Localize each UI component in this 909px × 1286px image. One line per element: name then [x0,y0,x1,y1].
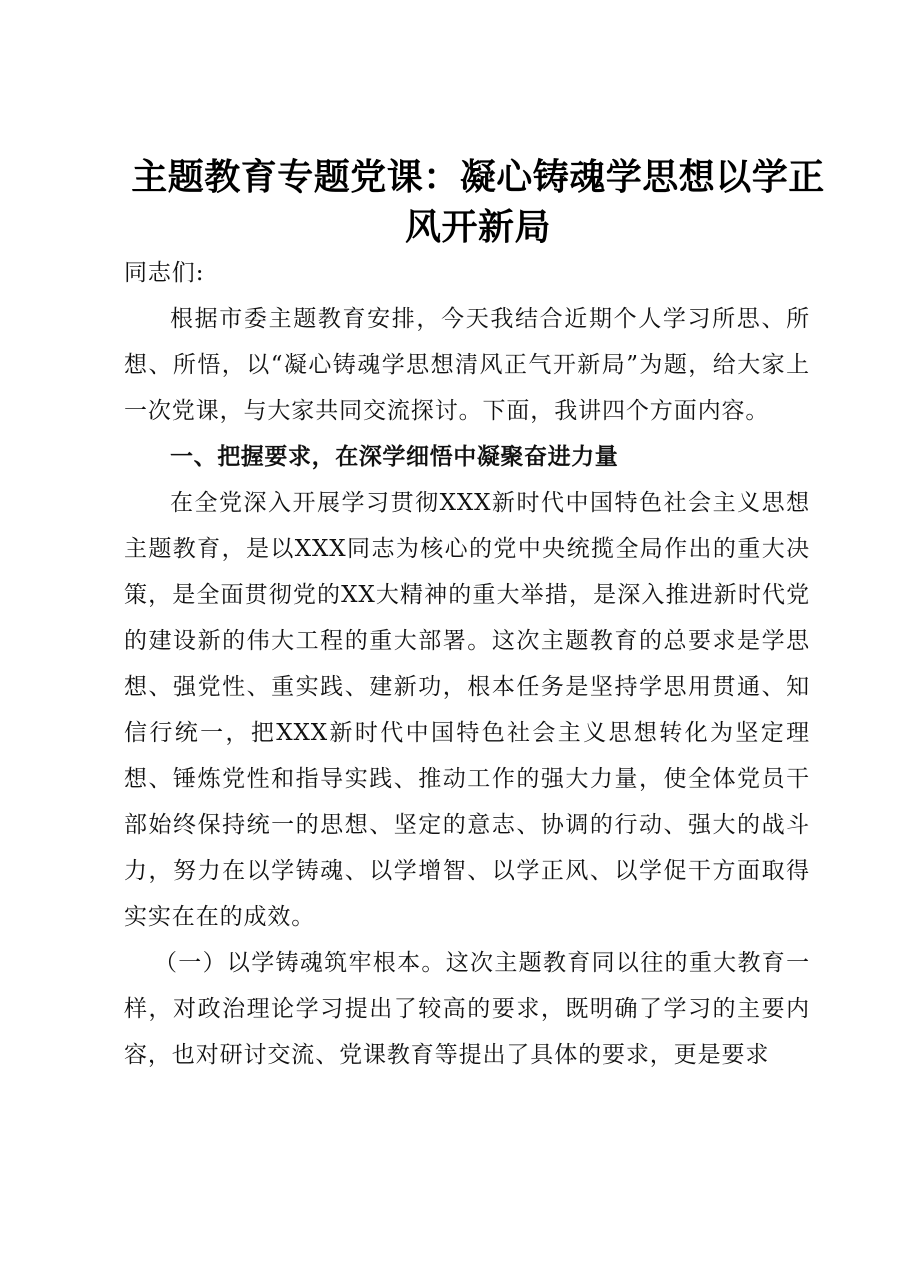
section-heading: 一、把握要求，在深学细悟中凝聚奋进力量 [170,444,619,470]
body-paragraph: 在全党深入开展学习贯彻XXX新时代中国特色社会主义思想主题教育，是以XXX同志为核心的党中央统揽全局作出的重大决策，是全面贯彻党的XX大精神的重大举措，是深入推进新时代党的建设新的伟大工程的重大部署。这次主题教育的总要求是学思想、强党性、重实践、建新功，根本任务是坚持学思用贯通、知信行统一，把XXX新时代中国特色社会主义思想转化为坚定理想、锤炼党性和指导实践、推动工作的强大力量，使全体党员干部始终保持统一的思想、坚定的意志、协调的行动、强大的战斗力，努力在以学铸魂、以学增智、以学正风、以学促干方面取得实实在在的成效。 [124,490,810,930]
subsection-paragraph: （一）以学铸魂筑牢根本。这次主题教育同以往的重大教育一样，对政治理论学习提出了较高的要求，既明确了学习的主要内容，也对研讨交流、党课教育等提出了具体的要求，更是要求 [124,950,810,1068]
greeting: 同志们: [124,260,205,286]
intro-paragraph: 根据市委主题教育安排，今天我结合近期个人学习所思、所想、所悟，以“凝心铸魂学思想清风正气开新局”为题，给大家上一次党课，与大家共同交流探讨。下面，我讲四个方面内容。 [124,306,810,424]
document-title: 主题教育专题党课：凝心铸魂学思想以学正风开新局 [131,156,825,248]
document-body [124,250,810,1078]
